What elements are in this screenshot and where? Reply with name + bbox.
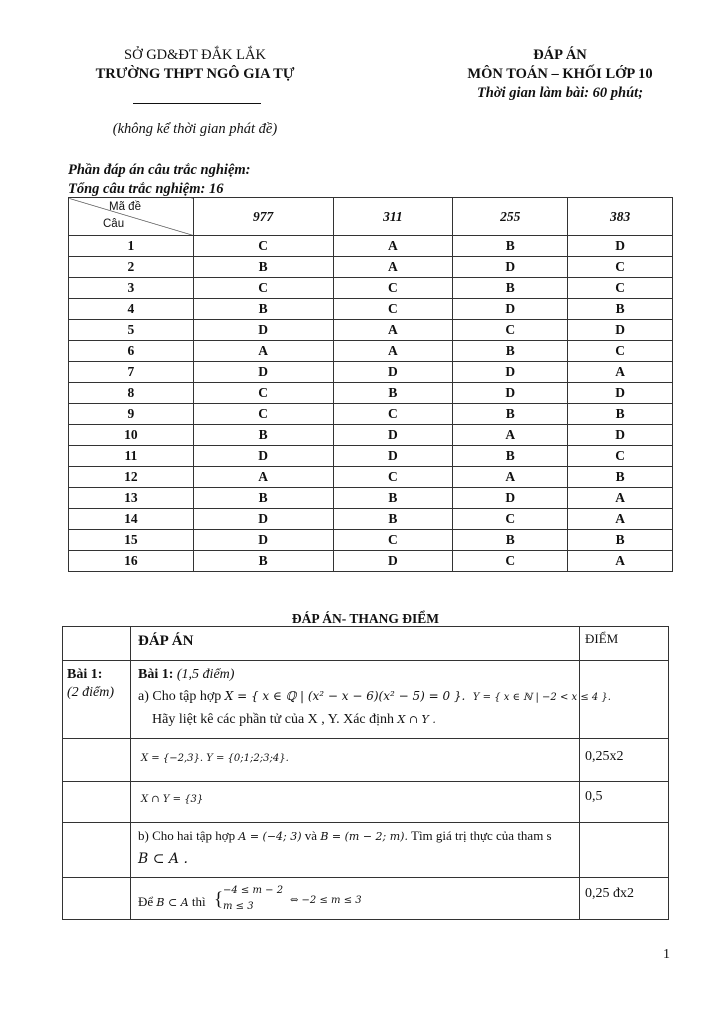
answer-cell: B [568, 530, 673, 551]
answer-cell: B [453, 404, 568, 425]
mc-section-title: Phần đáp án câu trắc nghiệm: [68, 162, 251, 178]
answer-cell: A [193, 341, 333, 362]
answer-cell: A [568, 509, 673, 530]
question-number-cell: 14 [69, 509, 194, 530]
answer-cell: D [333, 425, 453, 446]
answer-cell: C [193, 236, 333, 257]
answer-cell: C [193, 383, 333, 404]
answer-cell: A [568, 551, 673, 572]
system-line-1: −4 ≤ m − 2 [223, 885, 284, 896]
question-number-cell: 5 [69, 320, 194, 341]
answer-column-header: ĐÁP ÁN [138, 633, 194, 649]
exam-code-cell: 383 [568, 198, 673, 236]
answer-cell: C [453, 551, 568, 572]
answer-cell: D [193, 320, 333, 341]
answer-cell: D [453, 257, 568, 278]
answer-row [69, 488, 673, 509]
system-brace: { [214, 889, 224, 910]
answer-cell: C [333, 530, 453, 551]
answer-cell: B [193, 488, 333, 509]
question-number-cell: 7 [69, 362, 194, 383]
grading-title: ĐÁP ÁN- THANG ĐIỂM [291, 611, 440, 626]
problem-total-points: (2 điểm) [67, 685, 115, 700]
answer-row [69, 299, 673, 320]
department-name: SỞ GD&ĐT ĐẮK LẮK [124, 47, 266, 63]
answer-row [69, 383, 673, 404]
corner-label-question: Câu [103, 218, 125, 230]
answer-row [69, 404, 673, 425]
answer-cell: B [453, 278, 568, 299]
answer-cell: D [453, 299, 568, 320]
part-a-statement: a) Cho tập hợp X = { x ∈ ℚ | (x² − x − 6)(x² − 5) = 0 }. Y = { x ∈ ℕ | −2 < x ≤ 4 }. [138, 689, 611, 704]
answer-row [69, 236, 673, 257]
question-number-cell: 10 [69, 425, 194, 446]
answer-cell: B [568, 299, 673, 320]
answer-cell: C [568, 278, 673, 299]
page-number: 1 [663, 947, 670, 962]
answer-cell: D [568, 320, 673, 341]
answer-row [69, 467, 673, 488]
answer-cell: C [453, 509, 568, 530]
question-number-cell: 3 [69, 278, 194, 299]
question-number-cell: 13 [69, 488, 194, 509]
score-column-header: ĐIỂM [585, 631, 619, 646]
answer-cell: D [453, 383, 568, 404]
answer-sets-xy: X = {−2,3}. Y = {0;1;2;3;4}. [141, 753, 289, 764]
answer-cell: B [568, 467, 673, 488]
answer-cell: D [453, 488, 568, 509]
question-number-cell: 4 [69, 299, 194, 320]
answer-row [69, 257, 673, 278]
question-number-cell: 12 [69, 467, 194, 488]
answer-row [69, 320, 673, 341]
answer-cell: D [568, 383, 673, 404]
answer-cell: D [193, 446, 333, 467]
exam-duration: Thời gian làm bài: 60 phút; [476, 85, 644, 101]
answer-cell: A [333, 341, 453, 362]
exam-code-cell: 255 [453, 198, 568, 236]
problem-label: Bài 1: [67, 667, 103, 682]
answer-cell: B [193, 299, 333, 320]
system-line-2: m ≤ 3 [223, 901, 254, 912]
answer-cell: B [453, 236, 568, 257]
answer-row [69, 530, 673, 551]
answer-row [69, 362, 673, 383]
answer-cell: B [333, 509, 453, 530]
answer-cell: B [193, 425, 333, 446]
answer-cell: B [333, 488, 453, 509]
answer-cell: C [333, 299, 453, 320]
exam-code-cell: 311 [333, 198, 453, 236]
answer-cell: D [193, 362, 333, 383]
document-title: ĐÁP ÁN [533, 47, 587, 63]
answer-cell: D [333, 446, 453, 467]
answer-cell: D [453, 362, 568, 383]
answer-condition-prefix: Để B ⊂ A thì [138, 894, 206, 909]
question-number-cell: 16 [69, 551, 194, 572]
school-name: TRƯỜNG THPT NGÔ GIA TỰ [95, 66, 295, 82]
answer-cell: C [568, 341, 673, 362]
time-note: (không kể thời gian phát đề) [112, 121, 278, 137]
answer-cell: A [333, 257, 453, 278]
answer-key-table [68, 197, 673, 572]
answer-range-result: ⇔ −2 ≤ m ≤ 3 [290, 895, 362, 906]
answer-cell: A [453, 467, 568, 488]
answer-cell: D [333, 362, 453, 383]
answer-intersection: X ∩ Y = {3} [141, 794, 204, 805]
question-number-cell: 8 [69, 383, 194, 404]
answer-row [69, 278, 673, 299]
answer-cell: A [333, 236, 453, 257]
answer-cell: B [453, 530, 568, 551]
answer-cell: B [193, 257, 333, 278]
answer-cell: A [193, 467, 333, 488]
answer-row [69, 446, 673, 467]
answer-cell: C [333, 404, 453, 425]
answer-key-header-row [69, 198, 673, 236]
answer-cell: C [333, 278, 453, 299]
answer-cell: C [453, 320, 568, 341]
answer-row [69, 341, 673, 362]
answer-cell: C [568, 257, 673, 278]
mc-total: Tổng câu trắc nghiệm: 16 [68, 181, 224, 197]
problem-heading: Bài 1: (1,5 điểm) [138, 667, 235, 682]
answer-cell: D [568, 236, 673, 257]
score-sets-xy: 0,25x2 [585, 749, 624, 764]
answer-cell: A [333, 320, 453, 341]
answer-cell: D [193, 509, 333, 530]
score-range: 0,25 đx2 [585, 886, 634, 901]
part-a-question: Hãy liệt kê các phần tử của X , Y. Xác định X ∩ Y . [152, 712, 436, 727]
question-number-cell: 2 [69, 257, 194, 278]
answer-row [69, 425, 673, 446]
answer-cell: A [568, 488, 673, 509]
question-number-cell: 11 [69, 446, 194, 467]
answer-cell: D [193, 530, 333, 551]
answer-cell: D [333, 551, 453, 572]
subject-grade: MÔN TOÁN – KHỐI LỚP 10 [467, 66, 653, 82]
question-number-cell: 15 [69, 530, 194, 551]
score-intersection: 0,5 [585, 789, 603, 804]
answer-cell: C [333, 467, 453, 488]
answer-cell: C [193, 278, 333, 299]
answer-row [69, 509, 673, 530]
answer-cell: A [568, 362, 673, 383]
question-number-cell: 6 [69, 341, 194, 362]
part-b-statement: b) Cho hai tập hợp A = (−4; 3) và B = (m − 2; m). Tìm giá trị thực của tham s B ⊂ A . [138, 828, 552, 867]
answer-cell: D [568, 425, 673, 446]
answer-cell: B [453, 446, 568, 467]
answer-cell: B [453, 341, 568, 362]
exam-code-cell: 977 [193, 198, 333, 236]
header-divider [133, 103, 261, 104]
answer-cell: C [568, 446, 673, 467]
question-number-cell: 9 [69, 404, 194, 425]
corner-cell [69, 198, 194, 236]
answer-cell: B [568, 404, 673, 425]
answer-cell: C [193, 404, 333, 425]
answer-cell: B [193, 551, 333, 572]
corner-label-code: Mã đề [109, 201, 141, 213]
answer-cell: A [453, 425, 568, 446]
answer-row [69, 551, 673, 572]
question-number-cell: 1 [69, 236, 194, 257]
answer-cell: B [333, 383, 453, 404]
